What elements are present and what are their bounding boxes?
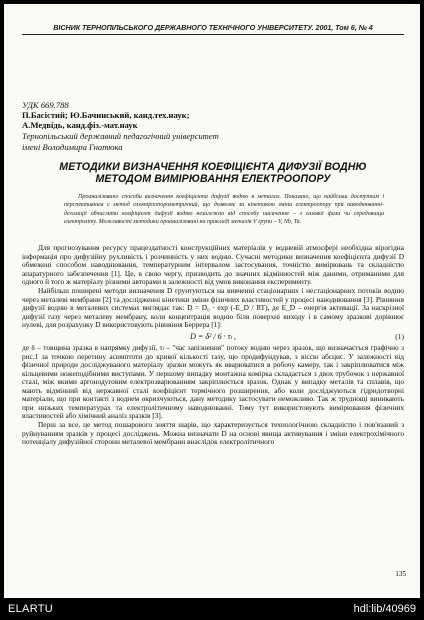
udc-code: УДК 669.788 xyxy=(22,100,69,110)
authors-line-2: А.Медвідь, канд.фіз.-мат.наук xyxy=(22,120,138,130)
abstract xyxy=(64,193,384,226)
repository-footer xyxy=(0,600,424,620)
paragraph-3: де δ – товщина зразка в напрямку дифузії, τₗ – "час запізнення" потоку водню через зразок, що визначається графічно з рис.1 за точкою перетину асимптоти до кривої кількості газу, що продифундував, з віссю абсцис. У залежності від фізичної природи досліджуваного матеріалу зразки можуть як вварюватися в робочу камеру, так і закріплюватися між кільцевими ножеподібними виступами. У першому випадку монтажна комірка складається з двох трубочок з нержавної сталі, між якими аргонодуговим електрозварюванням закріплюється зразок. Однак у випадку металів та сплавів, що мають відмінний від нержавної сталі коефіцієнт термічного розширення, або коли досліджуються гідридотворні матеріали, що при контакті з воднем окрихчуються, дану методику застосувати неможливо. Так ж труднощі виникають при низьких температурах та електролітичному наводнюванні. Тому тут використовують вимірювання фізичних властивостей або хімічний аналіз зразків [3]. xyxy=(22,342,404,421)
article-title-line-1: МЕТОДИКИ ВИЗНАЧЕННЯ КОЕФІЦІЄНТА ДИФУЗІЇ ВОДНЮ xyxy=(59,161,367,173)
article-title-line-2: МЕТОДОМ ВИМІРЮВАННЯ ЕЛЕКТРООПОРУ xyxy=(95,173,331,185)
repository-name: ELARTU xyxy=(8,603,53,615)
handle-identifier: hdl:lib/40969 xyxy=(353,603,416,615)
paragraph-4: Перш за все, це метод пошарового зняття шарів, що характеризується технологічною складністю і пов'язаний з руйнуванням зразків у процесі досліджень. Можна визначати D на основі явища активування і зміни електрохімічного потенціалу дифузійної сторони металевої мембрани внаслідок електролітичного xyxy=(22,420,404,447)
page-number: 135 xyxy=(395,570,406,578)
running-header: ВІСНИК ТЕРНОПІЛЬСЬКОГО ДЕРЖАВНОГО ТЕХНІЧНОГО УНІВЕРСИТЕТУ. 2001, Том 6, № 4 xyxy=(53,23,373,32)
equation-formula: D = δ² / 6 · τₗ , xyxy=(190,331,236,341)
abstract-text: Проаналізовано способи визначення коефіцієнта дифузії водню в металах. Показано, що найбільш доступним і перспективним є метод електроопорометричний, що дозволяє за кінетикою зміни електроопору при наводнюванні-дегазації обчислити коефіцієнт дифузії водню незалежно від способу насичення – з газової фази чи середовища електроліту. Можливості методики проаналізовані на прикладі металів V групи – V, Nb, Ta. xyxy=(64,194,384,226)
article-body xyxy=(22,244,404,447)
affiliation-line-1: Тернопільський державний педагогічний університет xyxy=(22,131,219,141)
journal-page xyxy=(4,4,420,598)
paragraph-2: Найбільш поширені методи визначення D грунтуються на вивченні стаціонарних і нестаціонарних потоків водню через металеві мембрани [2] та дослідженні кінетики зміни фізичних властивостей у процесі наводнювання [3]. Рівняння дифузії водню в металевих системах виглядає так: D = D₀ · exp (-E_D / RT), де E_D – енергія активації. За наскрізної дифузії газу через металеву мембрану, коли концентрація водню біля поверхні виходу і в самому зразкові дорівнює нулеві, для розрахунку D використовують рівняння Беррера [1]: xyxy=(22,286,404,330)
paragraph-1: Для прогнозування ресурсу працездатності конструкційних матеріалів у водневій атмосфері необхідна вірогідна інформація про дифузійну рухливість і розчинність у них водню. Сучасні методики визначення коефіцієнта дифузії D обмежені способом наводнювання, температурним інтервалом застосування, точністю вимірювань та складністю апаратурного забезпечення [1]. Це, в свою чергу, призводить до значних відмінностей між даними, отриманими для одного й того ж матеріалу різними авторами в залежності від умов виконання експерименту. xyxy=(22,243,404,287)
affiliation-line-2: імені Володимира Гнатюка xyxy=(22,142,123,152)
authors-line-1: П.Басістий; Ю.Бачинський, канд.тех.наук; xyxy=(22,110,190,120)
header-rule xyxy=(22,34,404,35)
equation-number: (1) xyxy=(395,331,404,341)
equation-1 xyxy=(22,331,404,343)
